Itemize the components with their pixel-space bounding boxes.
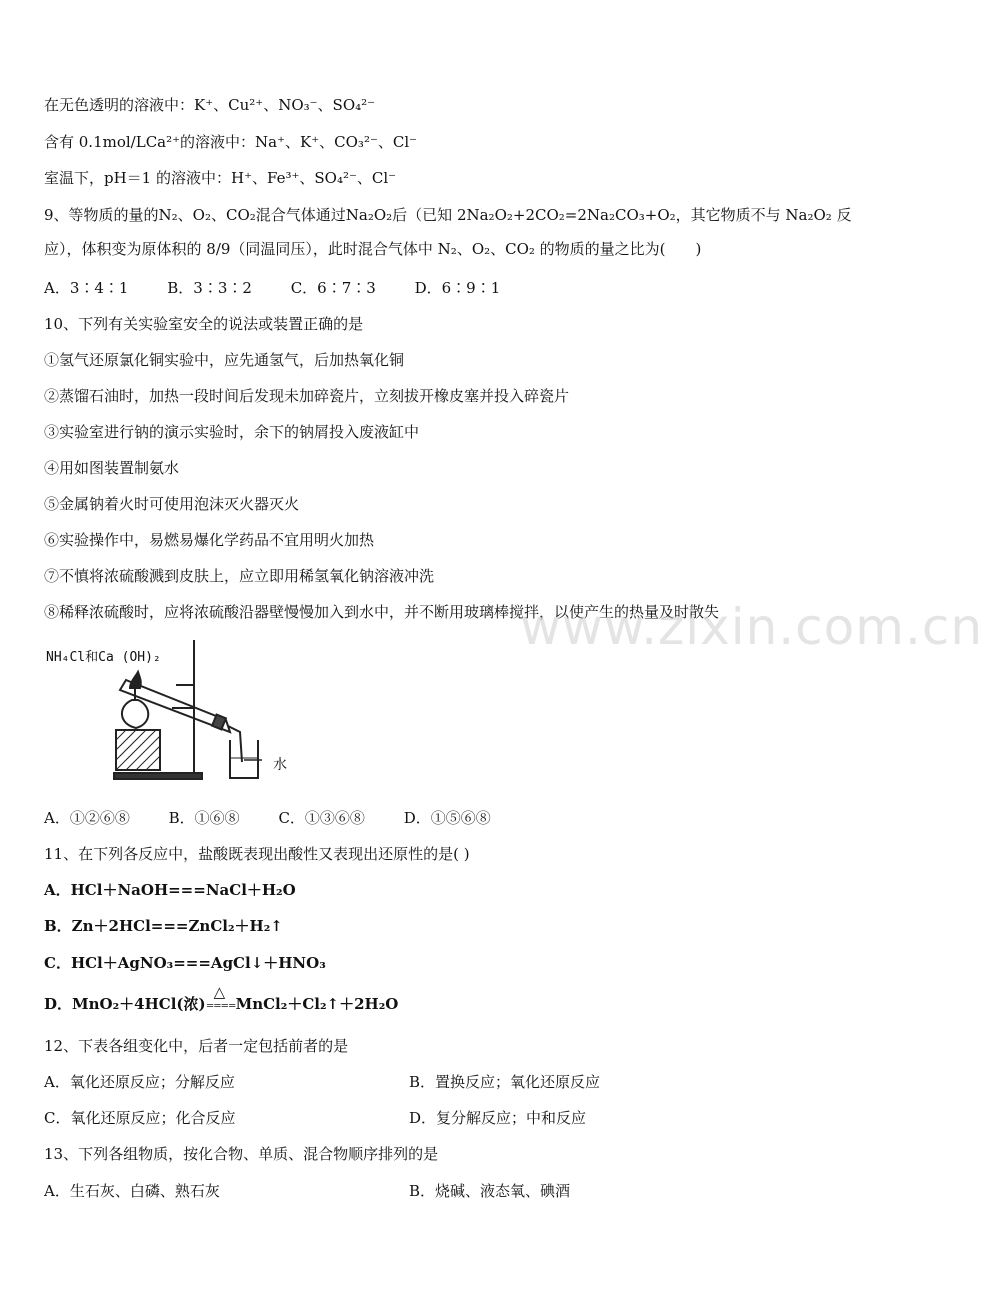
q10-item-3: ③实验室进行钠的演示实验时，余下的钠屑投入废液缸中 xyxy=(44,423,420,441)
q13-option-a: A．生石灰、白磷、熟石灰 xyxy=(44,1182,220,1200)
reaction-arrow: ==== xyxy=(205,1001,236,1012)
q9-options xyxy=(44,278,534,298)
q10-stem: 10、下列有关实验室安全的说法或装置正确的是 xyxy=(44,315,364,333)
ammonia-apparatus-figure xyxy=(44,636,304,788)
q10-option-c: C．①③⑥⑧ xyxy=(278,809,365,827)
q12-stem: 12、下表各组变化中，后者一定包括前者的是 xyxy=(44,1037,349,1055)
q10-item-5: ⑤金属钠着火时可使用泡沫灭火器灭火 xyxy=(44,495,300,513)
q13-option-b: B．烧碱、液态氧、碘酒 xyxy=(409,1182,571,1200)
q10-item-7: ⑦不慎将浓硫酸溅到皮肤上，应立即用稀氢氧化钠溶液冲洗 xyxy=(44,567,435,585)
q8-option-d xyxy=(44,168,396,188)
q8-option-c-text: 含有 0.1mol/LCa²⁺的溶液中：Na⁺、K⁺、CO₃²⁻、Cl⁻ xyxy=(44,133,418,151)
q8-option-b xyxy=(44,95,375,115)
q9-stem: 9、等物质的量的N₂、O₂、CO₂混合气体通过Na₂O₂后（已知 2Na₂O₂+2CO₂=2Na₂CO₃+O₂，其它物质不与 Na₂O₂ 反应），体积变为原体积的 8/9（同温同压），此时混合气体中 N₂、O₂、CO₂ 的物质的量之比为( ) xyxy=(44,206,852,258)
q9-option-c: C．6∶7∶3 xyxy=(290,279,376,297)
q11-d-right: MnCl₂＋Cl₂↑＋2H₂O xyxy=(235,995,399,1013)
q12-option-d: D．复分解反应；中和反应 xyxy=(409,1109,587,1127)
q9-option-b: B．3∶3∶2 xyxy=(167,279,252,297)
beaker xyxy=(230,740,258,778)
watermark: www.zixin.com.cn xyxy=(520,598,983,656)
q13-stem: 13、下列各组物质，按化合物、单质、混合物顺序排列的是 xyxy=(44,1145,439,1163)
q12-row-2 xyxy=(44,1108,884,1128)
q8-option-d-text: 室温下，pH＝1 的溶液中：H⁺、Fe³⁺、SO₄²⁻、Cl⁻ xyxy=(44,169,397,187)
q10-item-8: ⑧稀释浓硫酸时，应将浓硫酸沿器壁慢慢加入到水中，并不断用玻璃棒搅拌，以使产生的热量及时散失 xyxy=(44,603,720,621)
heat-symbol: △ xyxy=(213,983,226,1001)
q11-option-b: B．Zn＋2HCl===ZnCl₂＋H₂↑ xyxy=(44,917,283,935)
reagent-label: NH₄Cl和Ca (OH)₂ xyxy=(46,650,161,665)
q11-stem: 11、在下列各反应中，盐酸既表现出酸性又表现出还原性的是( ) xyxy=(44,845,470,863)
q11-d-left: D．MnO₂＋4HCl(浓) xyxy=(44,995,206,1013)
q11-option-d xyxy=(44,983,399,1017)
q12-option-c: C．氧化还原反应；化合反应 xyxy=(44,1109,236,1127)
q11-d-condition xyxy=(205,983,236,1017)
q9-option-d: D．6∶9∶1 xyxy=(414,279,501,297)
stopper xyxy=(212,715,226,730)
q10-option-b: B．①⑥⑧ xyxy=(168,809,240,827)
q10-item-6: ⑥实验操作中，易燃易爆化学药品不宜用明火加热 xyxy=(44,531,375,549)
q13-row-1 xyxy=(44,1181,884,1201)
q12-option-b: B．置换反应；氧化还原反应 xyxy=(409,1073,601,1091)
q11-option-c: C．HCl＋AgNO₃===AgCl↓＋HNO₃ xyxy=(44,954,326,972)
water-label: 水 xyxy=(273,757,287,773)
q11-option-a: A．HCl＋NaOH===NaCl＋H₂O xyxy=(44,881,296,899)
stand-base xyxy=(114,773,202,779)
q10-option-a: A．①②⑥⑧ xyxy=(44,809,130,827)
q12-row-1 xyxy=(44,1072,884,1092)
q10-option-d: D．①⑤⑥⑧ xyxy=(403,809,491,827)
q8-option-b-text: 在无色透明的溶液中：K⁺、Cu²⁺、NO₃⁻、SO₄²⁻ xyxy=(44,96,376,114)
q8-option-c xyxy=(44,132,417,152)
alcohol-lamp xyxy=(122,700,148,728)
flame xyxy=(130,672,141,688)
q10-item-2: ②蒸馏石油时，加热一段时间后发现未加碎瓷片，立刻拔开橡皮塞并投入碎瓷片 xyxy=(44,387,570,405)
q12-option-a: A．氧化还原反应；分解反应 xyxy=(44,1073,235,1091)
q9-option-a: A．3∶4∶1 xyxy=(44,279,129,297)
q10-options xyxy=(44,808,525,828)
q10-item-4: ④用如图装置制氨水 xyxy=(44,459,180,477)
q10-item-1: ①氢气还原氯化铜实验中，应先通氢气，后加热氧化铜 xyxy=(44,351,405,369)
